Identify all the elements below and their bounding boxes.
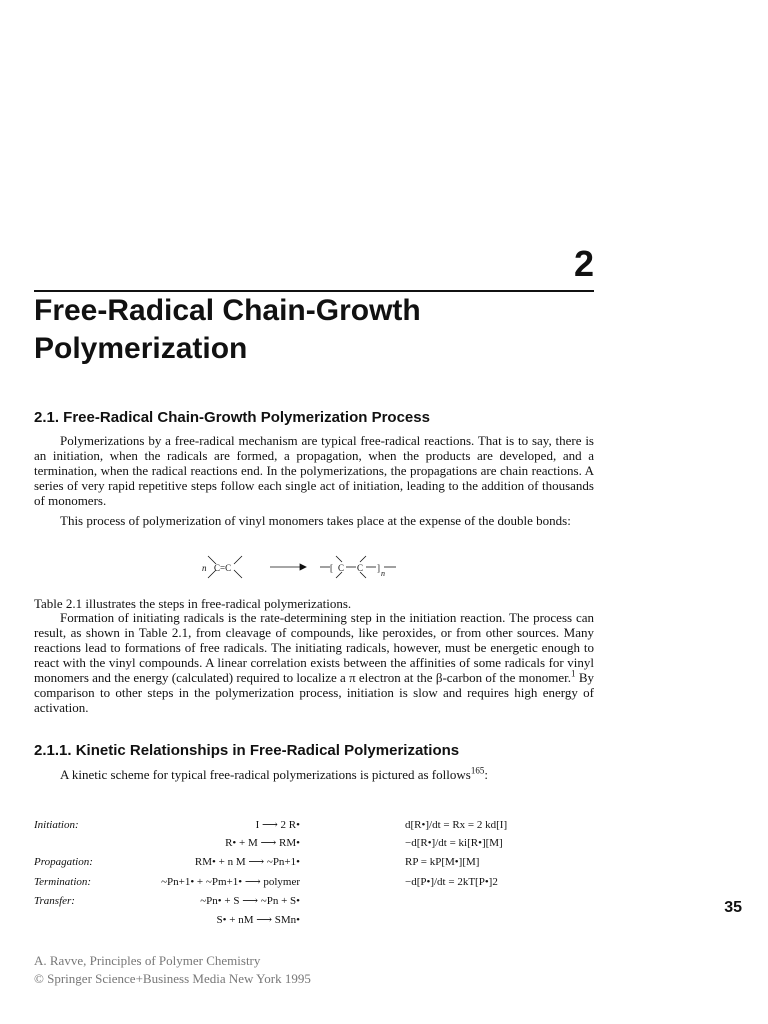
- rate-termination: −d[P•]/dt = 2kT[P•]2: [405, 876, 498, 888]
- rate-initiation-2: −d[R•]/dt = ki[R•][M]: [405, 837, 503, 849]
- chapter-number: 2: [573, 243, 594, 284]
- equation-initiation-2: R• + M ⟶ RM•: [225, 837, 300, 849]
- equation-initiation-1: I ⟶ 2 R•: [255, 819, 300, 831]
- equation-transfer-2: S• + nM ⟶ SMn•: [216, 914, 300, 926]
- svg-text:]: ]: [377, 563, 380, 573]
- paragraph-kinetic-intro: [34, 767, 594, 782]
- rate-initiation-1: d[R•]/dt = Rx = 2 kd[I]: [405, 819, 508, 831]
- footer-copyright: © Springer Science+Business Media New York 1995: [34, 971, 311, 986]
- paragraph-table-ref: Table 2.1 illustrates the steps in free-radical polymerizations.: [34, 596, 352, 611]
- chapter-title: Free-Radical Chain-Growth Polymerization: [34, 294, 421, 365]
- vinyl-polymerization-scheme: [200, 550, 430, 590]
- equation-propagation: RM• + n M ⟶ ~Pn+1•: [194, 856, 300, 868]
- kinetic-intro-text: A kinetic scheme for typical free-radical polymerizations is pictured as follows: [60, 767, 471, 782]
- label-initiation: Initiation:: [34, 819, 79, 831]
- reference-165: 165: [470, 765, 485, 776]
- page-number: 35: [724, 899, 742, 916]
- svg-text:C: C: [357, 563, 364, 573]
- section-heading: 2.1. Free-Radical Chain-Growth Polymerization Process: [34, 409, 430, 426]
- label-propagation: Propagation:: [34, 856, 93, 868]
- svg-text:C: C: [338, 563, 345, 573]
- reference-1: 1: [571, 668, 576, 679]
- paragraph-initiation-text-b: By comparison to other steps in the polymerization process, initiation is slow and requires high energy of activation.: [34, 670, 594, 715]
- footer-citation: A. Ravve, Principles of Polymer Chemistry: [34, 953, 261, 968]
- svg-text:[: [: [330, 563, 333, 573]
- paragraph-initiation: [34, 610, 594, 715]
- equation-transfer-1: ~Pn• + S ⟶ ~Pn + S•: [200, 895, 300, 907]
- paragraph-vinyl: This process of polymerization of vinyl monomers takes place at the expense of the double bonds:: [60, 513, 571, 528]
- equation-termination: ~Pn+1• + ~Pm+1• ⟶ polymer: [161, 876, 300, 888]
- svg-text:n: n: [381, 569, 385, 578]
- label-termination: Termination:: [34, 876, 92, 888]
- kinetic-intro-colon: :: [484, 767, 488, 782]
- label-transfer: Transfer:: [34, 895, 75, 907]
- paragraph-intro: Polymerizations by a free-radical mechanism are typical free-radical reactions. That is to say, there is an initiation, when the radicals are formed, a propagation, when the products are developed, and a termination, when the radical reactions end. In the polymerizations, the propagations are chain reactions. A series of very rapid repetitive steps follow each single act of initiation, leading to the addition of thousands of monomers.: [34, 433, 594, 508]
- rate-propagation: RP = kP[M•][M]: [405, 856, 480, 868]
- subsection-heading: 2.1.1. Kinetic Relationships in Free-Radical Polymerizations: [34, 742, 460, 759]
- svg-text:n: n: [202, 563, 207, 573]
- paragraph-initiation-text-a: Formation of initiating radicals is the rate-determining step in the initiation reaction. The process can result, as shown in Table 2.1, from cleavage of compounds, like peroxides, or from other sources. Many reactions lead to formations of free radicals. The initiating radicals, however, must be energetic enough to react with the vinyl compounds. A linear correlation exists between the affinities of some radicals for vinyl monomers and the energy (calculated) required to localize a π electron at the β-carbon of the monomer.: [34, 610, 594, 685]
- svg-text:C=C: C=C: [214, 563, 232, 573]
